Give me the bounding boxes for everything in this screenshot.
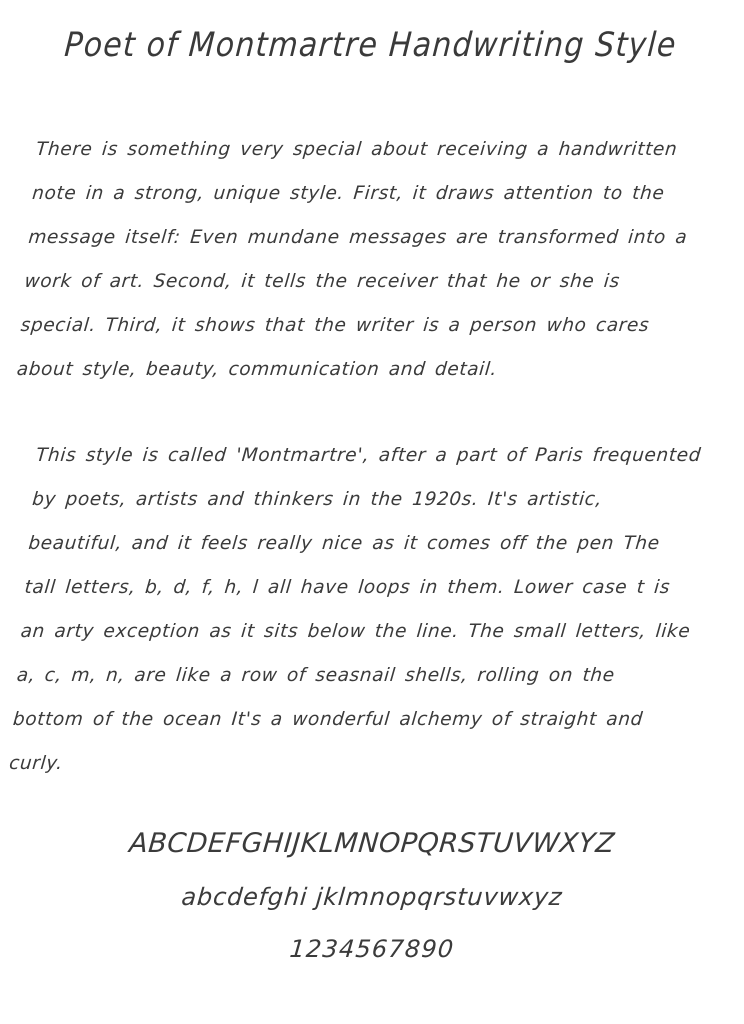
- paragraph-1: There is something very special about receiving a handwritten note in a strong, unique style. First, it draws attention to the message itself: Even mundane messages are transformed into a work of art. Second, it tells the receiver that he or she is special. Third, it shows that the writer is a person who cares about style, beauty, communication and detail.: [15, 139, 689, 380]
- specimen-block: [0, 828, 744, 963]
- specimen-lowercase: abcdefghi jklmnopqrstuvwxyz: [180, 883, 564, 911]
- page-title: Poet of Montmartre Handwriting Style: [63, 26, 679, 66]
- specimen-digits: 1234567890: [288, 935, 456, 963]
- body-text: [8, 128, 710, 786]
- paragraph-2: This style is called 'Montmartre', after a part of Paris frequented by poets, artists and thinkers in the 1920s. It's artistic, beautiful, and it feels really nice as it comes off the pen The tall letters, b, d, f, h, l all have loops in them. Lower case t is an arty exception as it sits below the line. The small letters, like a, c, m, n, are like a row of seasnail shells, rolling on the bottom of the ocean It's a wonderful alchemy of straight and curly.: [8, 445, 702, 774]
- specimen-uppercase: ABCDEFGHIJKLMNOPQRSTUVWXYZ: [128, 828, 616, 859]
